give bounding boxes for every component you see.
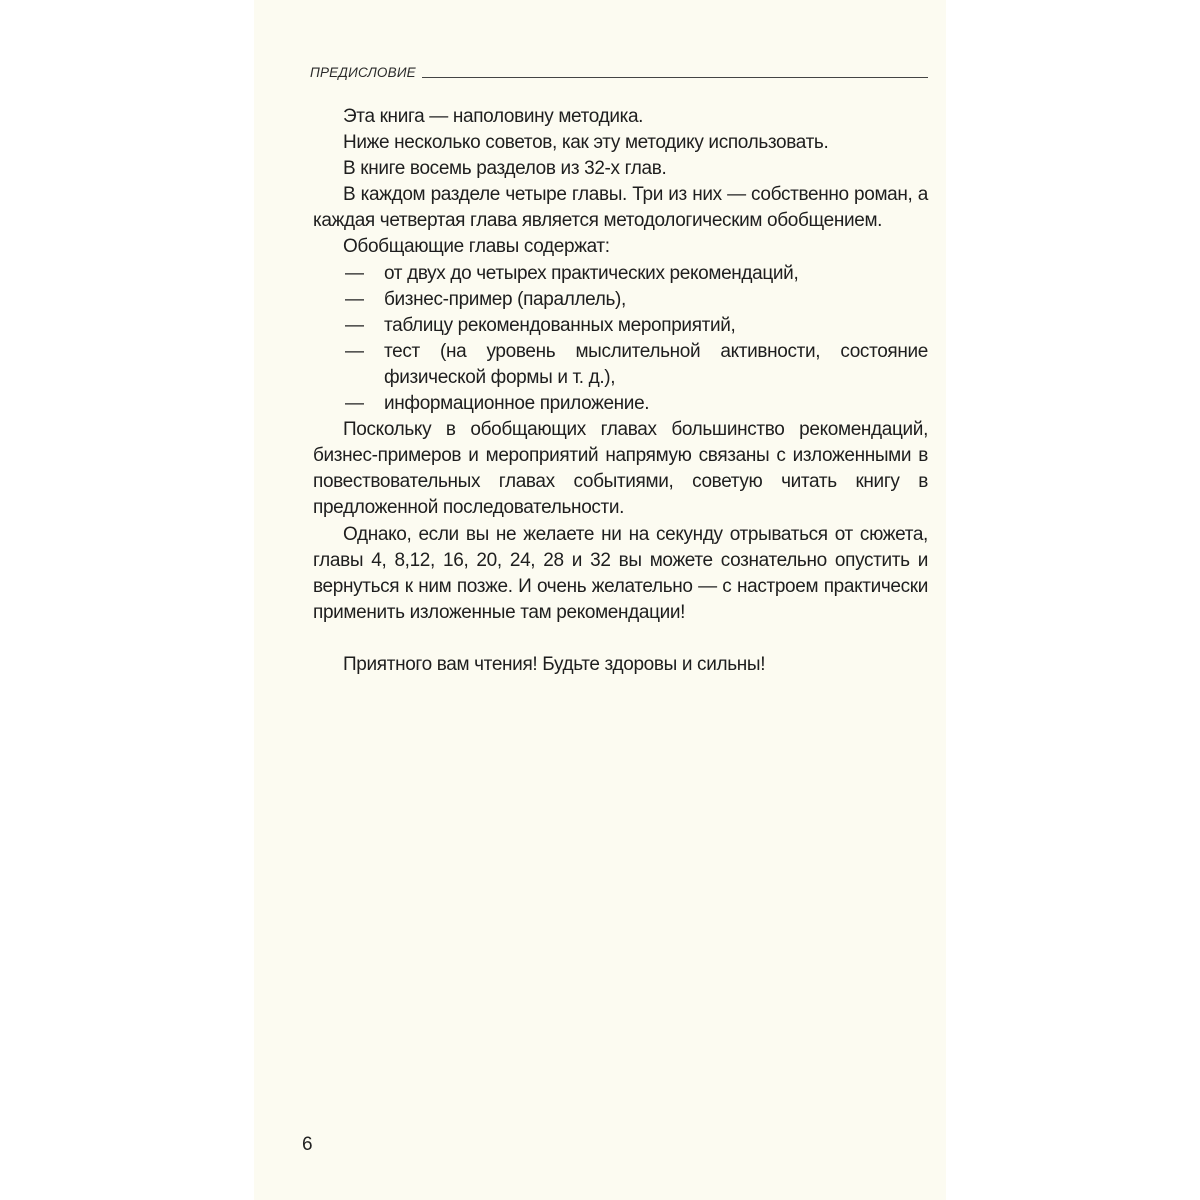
header-rule: [422, 77, 928, 78]
paragraph-7: Однако, если вы не желаете ни на секунду отрываться от сюжета, главы 4, 8,12, 16, 20, 24, 28 и 32 вы можете сознательно опустить и вернуться к ним позже. И очень желательно — с настроем практически применить изложенные там рекомендации!: [313, 523, 928, 623]
paragraph-5: Обобщающие главы содержат:: [343, 236, 610, 258]
list-item-text: тест (на уровень мыслительной активности, состояние физической формы и т. д.),: [384, 340, 928, 388]
list-item: [313, 287, 928, 313]
list-dash: —: [345, 262, 364, 284]
paragraph-3: В книге восемь разделов из 32-х глав.: [343, 158, 667, 180]
paragraph-4: В каждом разделе четыре главы. Три из них — собственно роман, а каждая четвертая глава является методологическим обобщением.: [313, 184, 928, 232]
closing-line: Приятного вам чтения! Будьте здоровы и сильны!: [343, 653, 766, 675]
paragraph-1: Эта книга — наполовину методика.: [343, 106, 644, 127]
list-dash: —: [345, 314, 364, 336]
list-dash: —: [345, 288, 364, 310]
body-text: [313, 104, 928, 678]
paragraph-6: Поскольку в обобщающих главах большинство рекомендаций, бизнес-примеров и мероприятий напрямую связаны с изложенными в повествовательных главах событиями, советую читать книгу в предложенной последовательности.: [313, 419, 928, 519]
list-item-text: бизнес-пример (параллель),: [384, 288, 626, 310]
list-dash: —: [345, 393, 364, 415]
list-item: [313, 313, 928, 339]
list-item: [313, 391, 928, 417]
running-header: [310, 60, 928, 82]
list-item-text: таблицу рекомендованных мероприятий,: [384, 314, 736, 336]
list-item: [313, 261, 928, 287]
book-page: [254, 0, 946, 1200]
running-title: ПРЕДИСЛОВИЕ: [310, 65, 416, 80]
list-item-text: информационное приложение.: [384, 393, 650, 415]
paragraph-2: Ниже несколько советов, как эту методику использовать.: [343, 132, 829, 154]
list-item: [313, 339, 928, 391]
list-dash: —: [345, 340, 364, 362]
blank-line: [313, 626, 928, 652]
page-number: 6: [302, 1134, 313, 1155]
list-item-text: от двух до четырех практических рекомендаций,: [384, 262, 799, 284]
